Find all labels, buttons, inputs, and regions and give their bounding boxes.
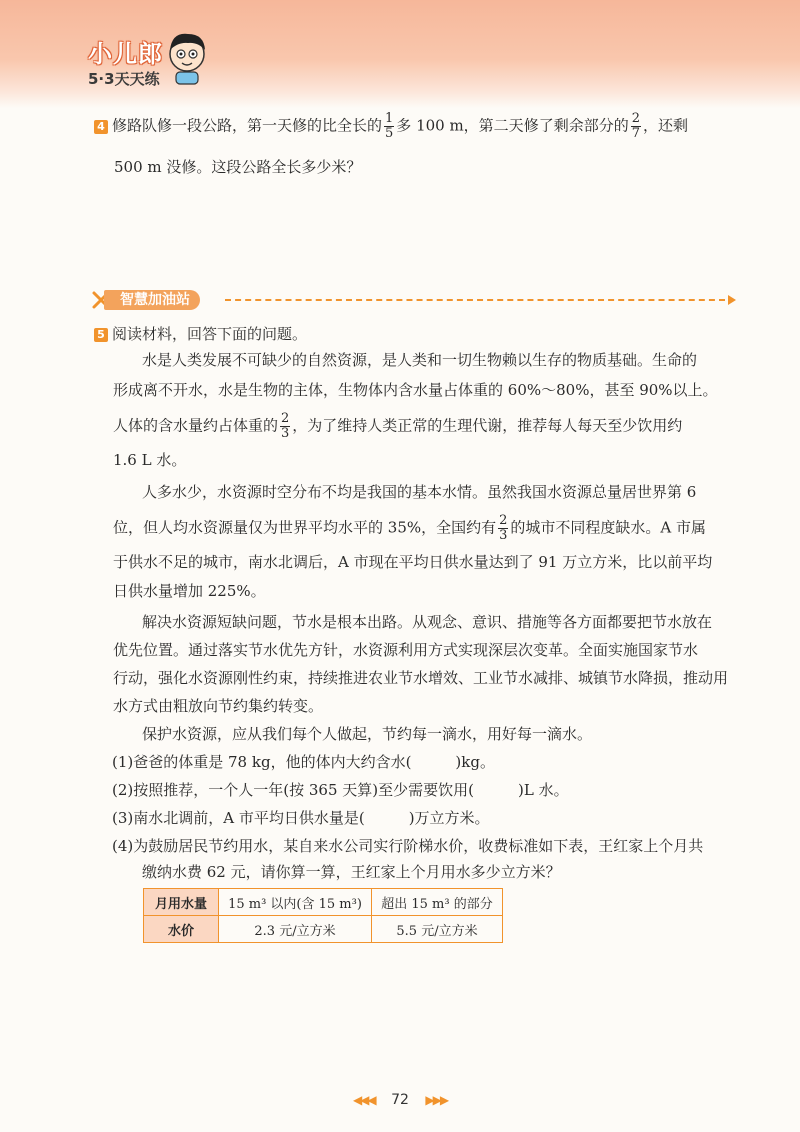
section-title: 智慧加油站 (104, 290, 200, 310)
subquestion-4-line-2: 缴纳水费 62 元，请你算一算，王红家上个月用水多少立方米？ (142, 863, 561, 881)
table-row (144, 889, 503, 916)
q5-intro-text: 阅读材料，回答下面的问题。 (112, 325, 308, 343)
q4-text-b: 多 100 m，第二天修了剩余部分的 (396, 116, 629, 135)
p1-text-a: 人体的含水量约占体重的 (113, 416, 279, 435)
question-4-line-2: 500 m 没修。这段公路全长多少米？ (114, 158, 362, 176)
s2-text-a: (2)按照推荐，一个人一年(按 365 天算)至少需要饮用( (112, 781, 474, 799)
fraction-two-sevenths (631, 112, 641, 141)
p2-text-a: 位，但人均水资源量仅为世界平均水平的 35%，全国约有 (113, 518, 497, 537)
question-4-line-1 (94, 112, 688, 141)
page-footer (0, 1092, 800, 1108)
frac-num: 1 (385, 111, 394, 126)
page-number: 72 (391, 1092, 409, 1108)
paragraph-3-line-3: 行动，强化水资源刚性约束，持续推进农业节水增效、工业节水减排、城镇节水降损，推动用 (113, 669, 729, 687)
q4-text-a: 修路队修一段公路，第一天修的比全长的 (112, 116, 383, 135)
fraction-one-fifth (384, 112, 394, 141)
paragraph-4-line-1: 保护水资源，应从我们每个人做起，节约每一滴水，用好每一滴水。 (142, 725, 593, 743)
paragraph-1-line-1: 水是人类发展不可缺少的自然资源，是人类和一切生物赖以生存的物质基础。生命的 (142, 351, 698, 369)
paragraph-1-line-3 (113, 412, 682, 441)
paragraph-3-line-2: 优先位置。通过落实节水优先方针，水资源利用方式实现深层次变革。全面实施国家节水 (113, 641, 699, 659)
frac-den: 5 (385, 126, 394, 141)
frac-num: 2 (631, 111, 640, 126)
section-divider (225, 299, 725, 301)
frac-num: 2 (499, 513, 508, 528)
table-cell: 15 m³ 以内(含 15 m³) (219, 889, 372, 916)
subquestion-3 (112, 808, 490, 828)
paragraph-2-line-4: 日供水量增加 225%。 (113, 582, 266, 600)
chevron-right-icon (726, 294, 738, 306)
paragraph-1-line-4: 1.6 L 水。 (113, 451, 187, 469)
paragraph-2-line-2 (113, 514, 706, 543)
subquestion-1 (112, 752, 495, 772)
question-number-badge: 4 (94, 120, 108, 134)
table-cell: 5.5 元/立方米 (372, 916, 503, 943)
paragraph-3-line-1: 解决水资源短缺问题，节水是根本出路。从观念、意识、措施等各方面都要把节水放在 (142, 613, 713, 631)
brand-title: 小儿郎 (88, 40, 163, 68)
subquestion-2 (112, 780, 569, 800)
table-row (144, 916, 503, 943)
double-left-arrows-icon: ◀◀◀ (352, 1093, 375, 1107)
s2-text-b: )L 水。 (517, 781, 569, 799)
table-cell: 超出 15 m³ 的部分 (372, 889, 503, 916)
frac-den: 3 (499, 528, 508, 543)
paragraph-3-line-4: 水方式由粗放向节约集约转变。 (113, 697, 324, 715)
section-header (90, 288, 740, 314)
s3-text-a: (3)南水北调前，A 市平均日供水量是( (112, 809, 365, 827)
fraction-two-thirds (280, 412, 290, 441)
question-5-intro (94, 324, 307, 344)
s3-text-b: )万立方米。 (408, 809, 490, 827)
frac-den: 7 (631, 126, 640, 141)
subquestion-4-line-1: (4)为鼓励居民节约用水，某自来水公司实行阶梯水价，收费标准如下表，王红家上个月共 (112, 837, 704, 855)
table-cell: 2.3 元/立方米 (219, 916, 372, 943)
table-head-price: 水价 (144, 916, 219, 943)
paragraph-1-line-2: 形成离不开水，水是生物的主体，生物体内含水量占体重的 60%～80%，甚至 90%以上。 (113, 381, 718, 399)
p1-text-b: ，为了维持人类正常的生理代谢，推荐每人每天至少饮用约 (292, 416, 683, 435)
fraction-two-thirds (498, 514, 508, 543)
frac-den: 3 (281, 426, 290, 441)
paragraph-2-line-3: 于供水不足的城市，南水北调后，A 市现在平均日供水量达到了 91 万立方米，比以前平均 (113, 553, 713, 571)
double-right-arrows-icon: ▶▶▶ (425, 1093, 448, 1107)
brand-series: 5·3天天练 (88, 70, 160, 88)
table-head-usage: 月用水量 (144, 889, 219, 916)
question-number-badge: 5 (94, 328, 108, 342)
s1-text-a: (1)爸爸的体重是 78 kg，他的体内大约含水( (112, 753, 412, 771)
paragraph-2-line-1: 人多水少，水资源时空分布不均是我国的基本水情。虽然我国水资源总量居世界第 6 (142, 483, 697, 501)
boy-mascot-icon (162, 28, 212, 86)
water-price-table (143, 888, 503, 943)
q4-text-c: ，还剩 (642, 116, 688, 135)
frac-num: 2 (281, 411, 290, 426)
s1-text-b: )kg。 (455, 753, 495, 771)
p2-text-b: 的城市不同程度缺水。A 市属 (510, 518, 707, 537)
